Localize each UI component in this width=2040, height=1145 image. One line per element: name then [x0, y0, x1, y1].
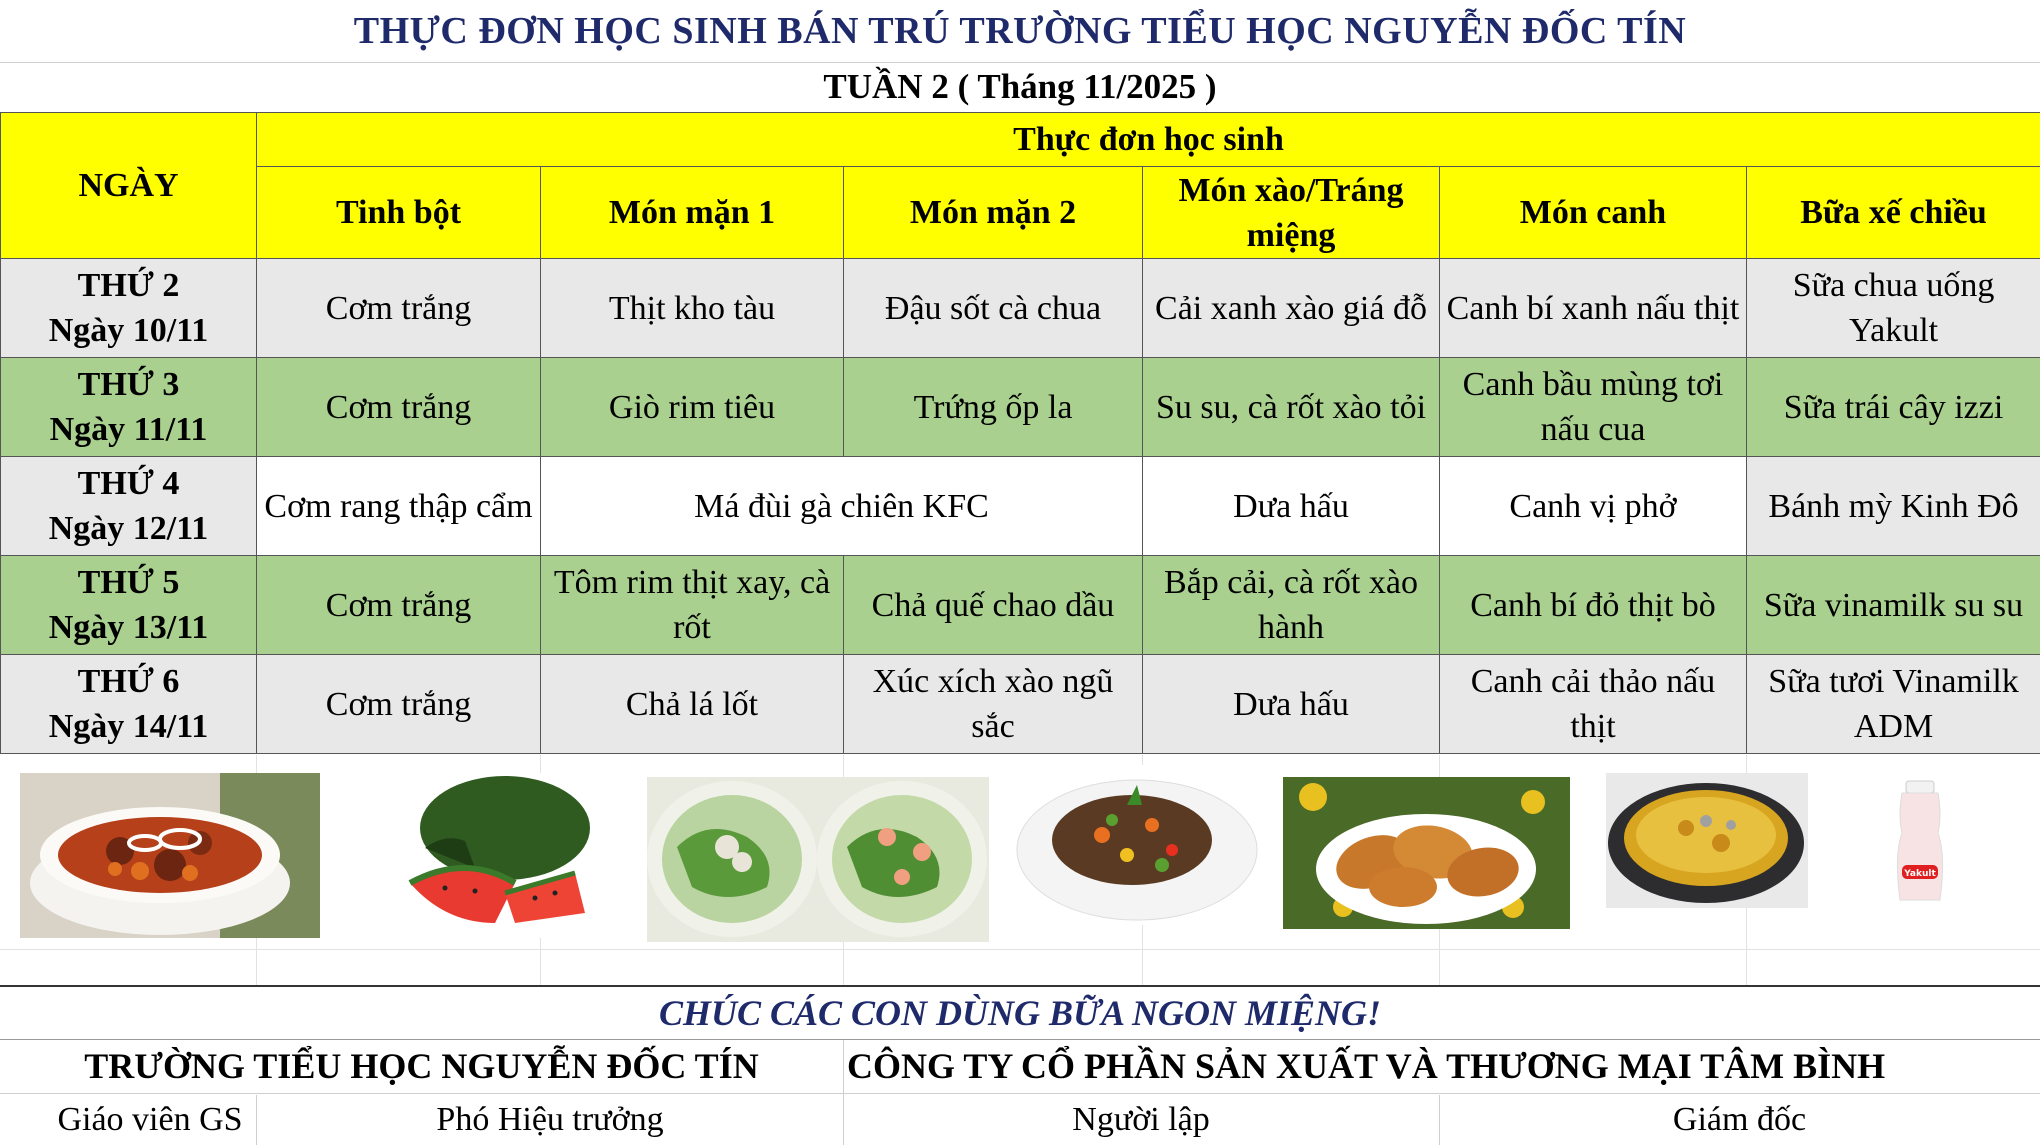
- day-cell: THỨ 3 Ngày 11/11: [1, 358, 257, 457]
- dish-cell: Trứng ốp la: [844, 358, 1143, 457]
- table-row: [1, 457, 2040, 556]
- header-col-stirfry: Món xào/Tráng miệng: [1143, 167, 1440, 259]
- dish-cell: Chả quế chao dầu: [844, 556, 1143, 655]
- dish-cell: Chả lá lốt: [541, 655, 844, 754]
- role-preparer: Người lập: [1072, 1101, 1210, 1138]
- dish-cell: Sữa trái cây izzi: [1747, 358, 2040, 457]
- braised-pork-photo: [20, 773, 320, 938]
- header-col-soup: Món canh: [1440, 167, 1747, 259]
- table-row: [1, 358, 2040, 457]
- dish-cell: Dưa hấu: [1143, 457, 1440, 556]
- dish-cell: Cải xanh xào giá đỗ: [1143, 259, 1440, 358]
- day-cell: THỨ 6 Ngày 14/11: [1, 655, 257, 754]
- menu-table: [0, 112, 2040, 754]
- dish-cell: Đậu sốt cà chua: [844, 259, 1143, 358]
- dish-cell: Sữa chua uống Yakult: [1747, 259, 2040, 358]
- dish-cell: Xúc xích xào ngũ sắc: [844, 655, 1143, 754]
- header-col-main2: Món mặn 2: [844, 167, 1143, 259]
- stir-fry-photo: [1012, 765, 1262, 925]
- company-name: CÔNG TY CỔ PHẦN SẢN XUẤT VÀ THƯƠNG MẠI TÂM BÌNH: [847, 1046, 1886, 1086]
- dish-cell: Cơm trắng: [257, 655, 541, 754]
- greens-soup-photo: [647, 777, 989, 942]
- closing-message: CHÚC CÁC CON DÙNG BỮA NGON MIỆNG!: [0, 985, 2040, 1040]
- header-col-main1: Món mặn 1: [541, 167, 844, 259]
- dish-cell: Su su, cà rốt xào tỏi: [1143, 358, 1440, 457]
- header-col-snack: Bữa xế chiều: [1747, 167, 2040, 259]
- dish-cell: Cơm rang thập cẩm: [257, 457, 541, 556]
- dish-cell: Sữa tươi Vinamilk ADM: [1747, 655, 2040, 754]
- dish-cell: Sữa vinamilk su su: [1747, 556, 2040, 655]
- dish-cell: Dưa hấu: [1143, 655, 1440, 754]
- dish-cell: Cơm trắng: [257, 556, 541, 655]
- dish-cell-merged: Má đùi gà chiên KFC: [541, 457, 1143, 556]
- role-teacher: Giáo viên GS: [57, 1101, 243, 1138]
- school-name: TRƯỜNG TIỂU HỌC NGUYỄN ĐỐC TÍN: [84, 1046, 759, 1086]
- pumpkin-soup-photo: [1606, 773, 1808, 908]
- header-day: NGÀY: [1, 113, 257, 259]
- day-cell: THỨ 5 Ngày 13/11: [1, 556, 257, 655]
- role-vice-principal: Phó Hiệu trưởng: [436, 1101, 664, 1138]
- dish-cell: Giò rim tiêu: [541, 358, 844, 457]
- dish-cell: Cơm trắng: [257, 358, 541, 457]
- dish-cell: Tôm rim thịt xay, cà rốt: [541, 556, 844, 655]
- role-director: Giám đốc: [1672, 1101, 1807, 1138]
- table-row: [1, 655, 2040, 754]
- table-row: [1, 259, 2040, 358]
- page-title: THỰC ĐƠN HỌC SINH BÁN TRÚ TRƯỜNG TIỂU HỌC NGUYỄN ĐỐC TÍN: [0, 0, 2040, 63]
- dish-cell: Canh vị phở: [1440, 457, 1747, 556]
- dish-cell: Canh bí đỏ thịt bò: [1440, 556, 1747, 655]
- photo-strip: [0, 755, 2040, 985]
- yakult-label: Yakult: [1904, 869, 1936, 879]
- fried-chicken-photo: [1283, 777, 1570, 929]
- dish-cell: Cơm trắng: [257, 259, 541, 358]
- header-col-starch: Tinh bột: [257, 167, 541, 259]
- header-row-columns: [1, 167, 2040, 259]
- dish-cell: Bắp cải, cà rốt xào hành: [1143, 556, 1440, 655]
- dish-cell: Thịt kho tàu: [541, 259, 844, 358]
- dish-cell: Canh bầu mùng tơi nấu cua: [1440, 358, 1747, 457]
- dish-cell: Bánh mỳ Kinh Đô: [1747, 457, 2040, 556]
- yakult-bottle-photo: [1880, 775, 1960, 910]
- dish-cell: Canh bí xanh nấu thịt: [1440, 259, 1747, 358]
- week-subtitle: TUẦN 2 ( Tháng 11/2025 ): [0, 62, 2040, 114]
- day-cell: THỨ 4 Ngày 12/11: [1, 457, 257, 556]
- table-row: [1, 556, 2040, 655]
- header-row-group: [1, 113, 2040, 167]
- watermelon-photo: [405, 773, 595, 938]
- dish-cell: Canh cải thảo nấu thịt: [1440, 655, 1747, 754]
- header-group: Thực đơn học sinh: [257, 113, 2040, 167]
- day-cell: THỨ 2 Ngày 10/11: [1, 259, 257, 358]
